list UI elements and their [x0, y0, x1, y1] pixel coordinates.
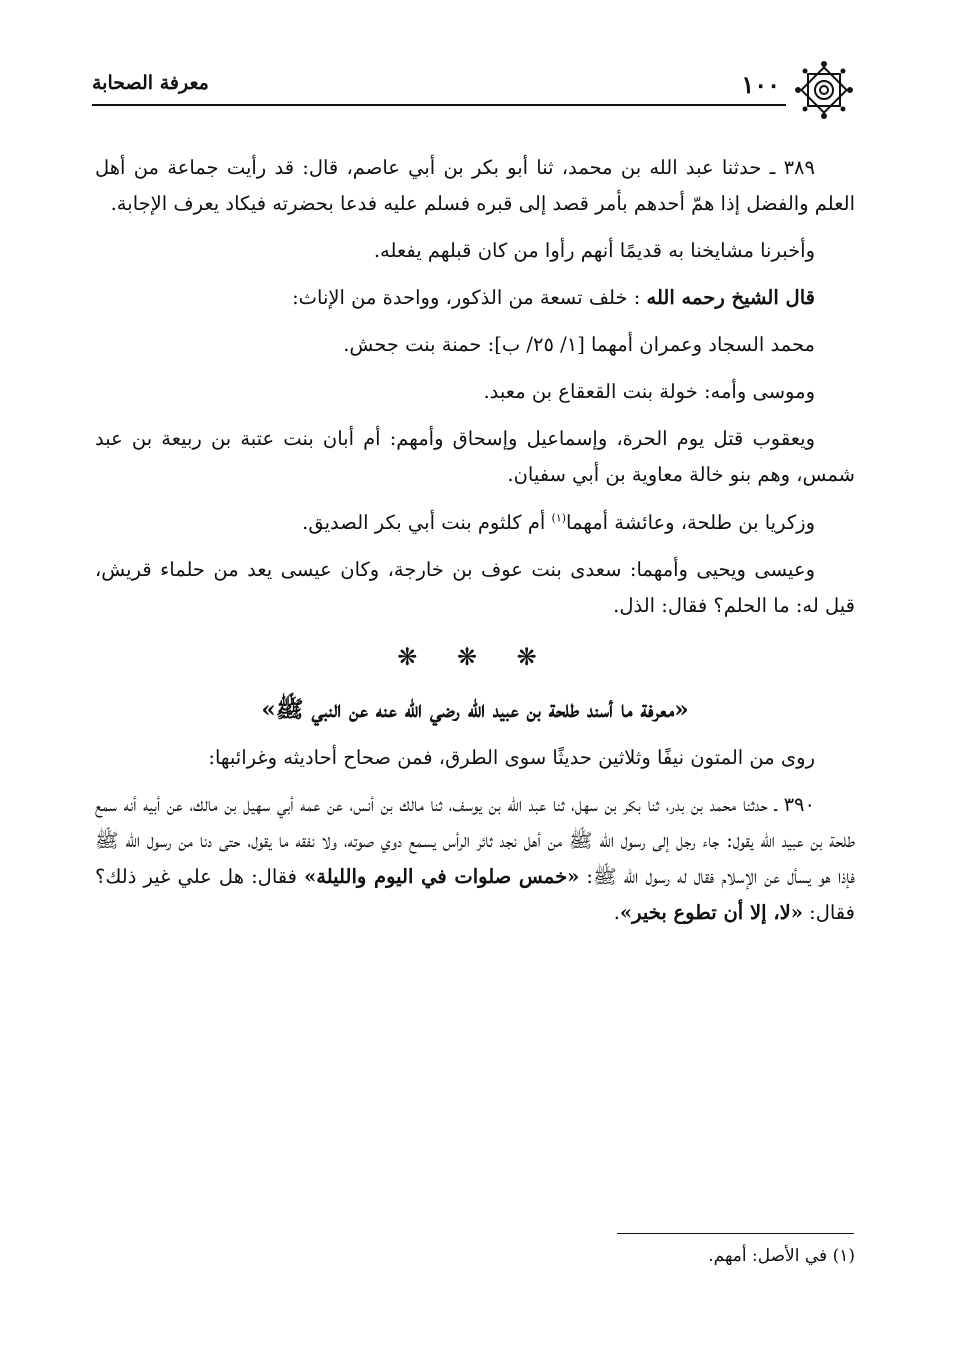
- shaykh-label: قال الشيخ رحمه الله: [646, 286, 815, 310]
- page-body: [95, 150, 855, 942]
- paragraph-389: ٣٨٩ ـ حدثنا عبد الله بن محمد، ثنا أبو بكر بن أبي عاصم، قال: قد رأيت جماعة من أهل العلم والفضل إذا همّ أحدهم بأمر قصد إلى قبره فسلم عليه فدعا بحضرته فيكاد يعرف الإجابة.: [95, 156, 855, 216]
- paragraph-yaqub: ويعقوب قتل يوم الحرة، وإسماعيل وإسحاق وأمهم: أم أبان بنت عتبة بن ربيعة بن عبد شمس، وهم بنو خالة معاوية بن أبي سفيان.: [95, 427, 855, 487]
- paragraph-390: [95, 787, 855, 931]
- page-header: [92, 60, 854, 108]
- shaykh-text: : خلف تسعة من الذكور، وواحدة من الإناث:: [292, 286, 641, 310]
- hadith-390-text-a: ٣٩٠ ـ حدثنا محمد بن بدر، ثنا بكر بن سهل، ثنا عبد الله بن يوسف، ثنا مالك بن أنس، عن عمه أبي سهيل بن مالك، عن أبيه أنه سمع طلحة بن عبيد الله يقول: جاء رجل إلى رسول الله ﷺ من أهل نجد ثائر الرأس يسمع دوي صوته، ولا نفقه ما يقول، حتى دنا من رسول الله ﷺ فإذا هو يسأل عن الإسلام فقال له رسول الله ﷺ:: [95, 792, 855, 888]
- header-divider: [92, 104, 786, 106]
- paragraph-shaykh: [95, 280, 855, 316]
- footnote-divider: [617, 1233, 854, 1234]
- hadith-quote-2: «لا، إلا أن تطوع بخير»: [619, 900, 803, 924]
- hadith-390-text-b: فقال: هل علي غير ذلك؟ فقال:: [95, 864, 855, 924]
- page-number: ١٠٠: [741, 70, 780, 99]
- zakariya-text-b: أم كلثوم بنت أبي بكر الصديق.: [302, 510, 552, 534]
- paragraph-akhbarana: وأخبرنا مشايخنا به قديمًا أنهم رأوا من كان قبلهم يفعله.: [373, 239, 815, 263]
- footnote: (١) في الأصل: أمهم.: [708, 1246, 855, 1266]
- paragraph-isa: وعيسى ويحيى وأمهما: سعدى بنت عوف بن خارجة، وكان عيسى يعد من حلماء قريش، قيل له: ما الحلم؟ فقال: الذل.: [95, 557, 855, 617]
- paragraph-musa: وموسى وأمه: خولة بنت القعقاع بن معبد.: [483, 380, 815, 404]
- paragraph-zakariya: [95, 505, 855, 541]
- paragraph-muhammad: محمد السجاد وعمران أمهما [١/ ٢٥/ ب]: حمنة بنت جحش.: [343, 333, 815, 357]
- islamic-star-ornament-icon: [794, 60, 854, 120]
- section-heading: «معرفة ما أسند طلحة بن عبيد الله رضي الله عنه عن النبي ﷺ»: [261, 696, 689, 724]
- hadith-quote-1: «خمس صلوات في اليوم والليلة»: [304, 864, 580, 888]
- zakariya-text-a: وزكريا بن طلحة، وعائشة أمهما: [566, 510, 815, 534]
- section-separator: ❋ ❋ ❋: [397, 642, 553, 671]
- section-intro: روى من المتون نيفًا وثلاثين حديثًا سوى الطرق، فمن صحاح أحاديثه وغرائبها:: [208, 745, 815, 769]
- hadith-390-text-c: .: [613, 900, 620, 924]
- running-title: معرفة الصحابة: [92, 72, 209, 94]
- footnote-ref: (١): [551, 511, 567, 524]
